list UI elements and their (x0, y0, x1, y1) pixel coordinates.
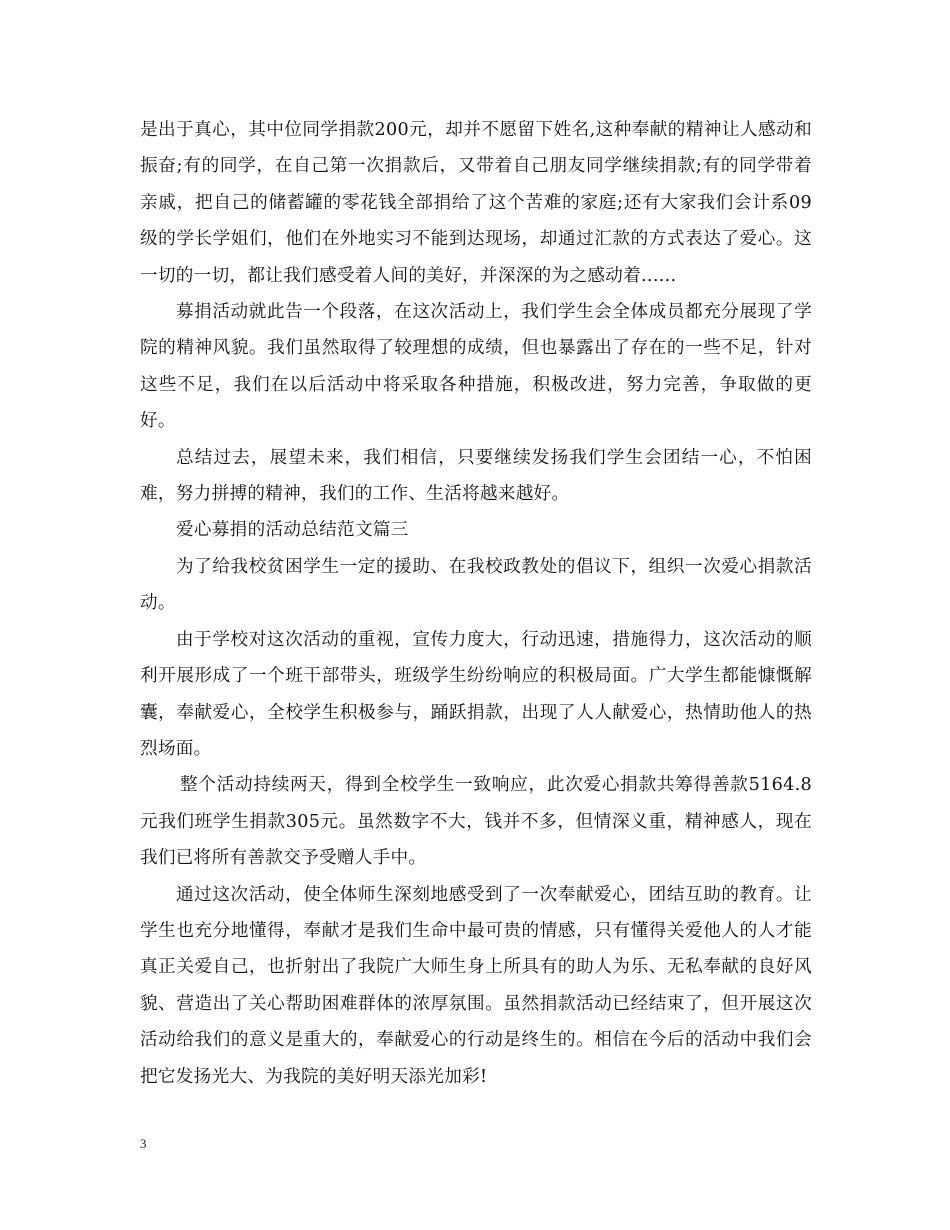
document-body (140, 112, 812, 1095)
page-number: 3 (140, 1136, 147, 1151)
paragraph-looking-forward: 总结过去，展望未来，我们相信，只要继续发扬我们学生会团结一心，不怕困难，努力拼搏的精神，我们的工作、生活将越来越好。 (140, 447, 812, 505)
paragraph-reflection: 通过这次活动，使全体师生深刻地感受到了一次奉献爱心，团结互助的教育。让学生也充分地懂得，奉献才是我们生命中最可贵的情感，只有懂得关爱他人的人才能真正关爱自己，也折射出了我院广大师生身上所具有的助人为乐、无私奉献的良好风貌、营造出了关心帮助困难群体的浓厚氛围。虽然捐款活动已经结束了，但开展这次活动给我们的意义是重大的，奉献爱心的行动是终生的。相信在今后的活动中我们会把它发扬光大、为我院的美好明天添光加彩! (140, 884, 812, 1087)
paragraph-school-response: 由于学校对这次活动的重视，宣传力度大，行动迅速，措施得力，这次活动的顺利开展形成了一个班干部带头，班级学生纷纷响应的积极局面。广大学生都能慷慨解囊，奉献爱心，全校学生积极参与，踊跃捐款，出现了人人献爱心，热情助他人的热烈场面。 (140, 629, 812, 759)
paragraph-continuation: 是出于真心，其中位同学捐款200元，却并不愿留下姓名,这种奉献的精神让人感动和振奋;有的同学，在自己第一次捐款后，又带着自己朋友同学继续捐款;有的同学带着亲戚，把自己的储蓄罐的零花钱全部捐给了这个苦难的家庭;还有大家我们会计系09级的学长学姐们，他们在外地实习不能到达现场，却通过汇款的方式表达了爱心。这一切的一切，都让我们感受着人间的美好，并深深的为之感动着...... (140, 120, 812, 286)
paragraph-fundraising-summary: 募捐活动就此告一个段落，在这次活动上，我们学生会全体成员都充分展现了学院的精神风貌。我们虽然取得了较理想的成绩，但也暴露出了存在的一些不足，针对这些不足，我们在以后活动中将采取各种措施，积极改进，努力完善，争取做的更好。 (140, 302, 812, 432)
paragraph-purpose: 为了给我校贫困学生一定的援助、在我校政教处的倡议下，组织一次爱心捐款活动。 (140, 556, 812, 614)
paragraph-donation-total: 整个活动持续两天，得到全校学生一致响应，此次爱心捐款共筹得善款5164.8元我们班学生捐款305元。虽然数字不大，钱并不多，但情深义重，精神感人，现在我们已将所有善款交予受赠人手中。 (140, 775, 812, 869)
section-heading: 爱心募捐的活动总结范文篇三 (176, 520, 409, 541)
